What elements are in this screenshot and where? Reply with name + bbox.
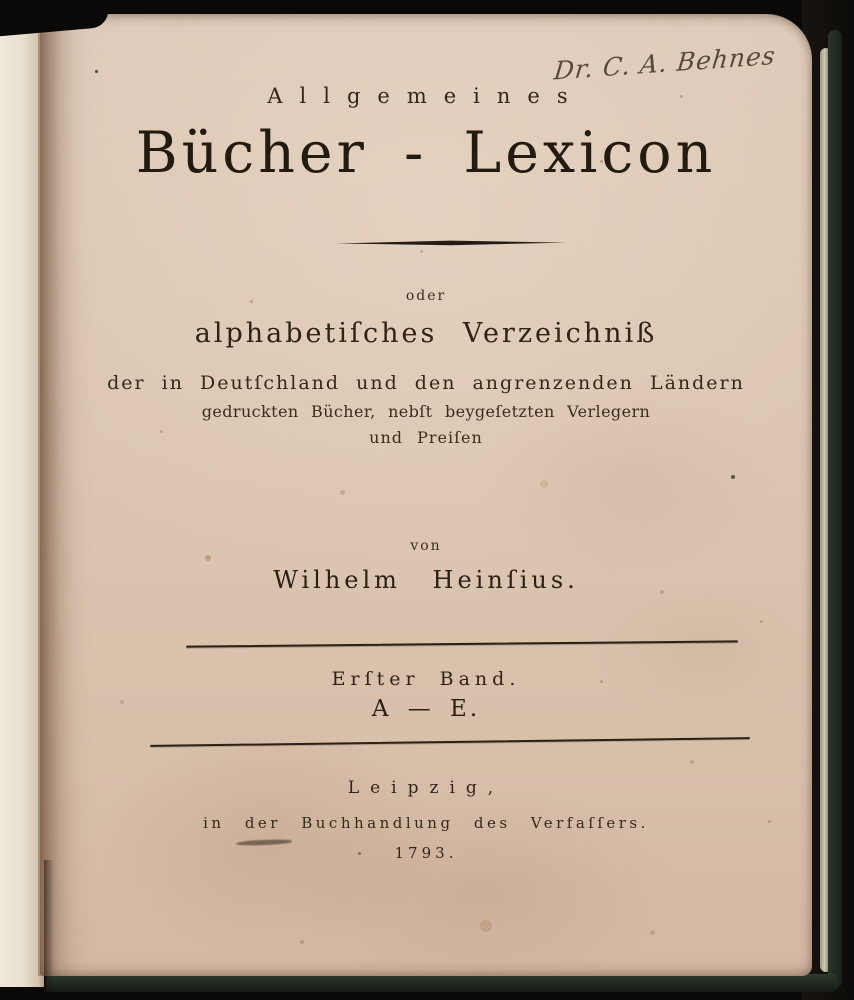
main-title: Bücher - Lexicon bbox=[135, 120, 717, 186]
bottom-left-crease bbox=[44, 860, 54, 992]
swelled-rule bbox=[336, 238, 566, 248]
owner-inscription: Dr. C. A. Behnes bbox=[552, 40, 778, 86]
connector-word: oder bbox=[405, 288, 447, 304]
ink-speck bbox=[420, 250, 423, 253]
author-name: Wilhelm Heinſius. bbox=[273, 566, 579, 594]
gutter-crease bbox=[38, 14, 60, 976]
ink-speck bbox=[480, 920, 492, 932]
ink-speck bbox=[120, 700, 124, 704]
ink-speck bbox=[690, 760, 694, 764]
book-cover-edge bbox=[828, 30, 842, 988]
subtitle-line2: der in Deutſchland und den angrenzenden Ländern bbox=[107, 372, 745, 394]
ink-speck bbox=[160, 430, 163, 433]
ink-speck bbox=[760, 620, 763, 623]
horizontal-rule-lower bbox=[150, 737, 750, 747]
ink-speck bbox=[95, 70, 98, 73]
title-page bbox=[40, 14, 812, 976]
ink-speck bbox=[340, 490, 345, 495]
subtitle-line3: gedruckten Bücher, nebſt beygeſetzten Verlegern bbox=[201, 402, 651, 421]
book-cover-bottom-edge bbox=[46, 974, 836, 992]
ink-speck bbox=[600, 680, 603, 683]
ink-speck bbox=[660, 590, 664, 594]
imprint-publisher: in der Buchhandlung des Verfaſſers. bbox=[203, 814, 649, 832]
ink-speck bbox=[540, 480, 548, 488]
volume-range: A — E. bbox=[371, 696, 481, 722]
imprint-city: Leipzig, bbox=[347, 778, 505, 798]
ink-speck bbox=[600, 160, 603, 163]
ink-speck bbox=[250, 300, 253, 303]
subtitle-line4: und Preiſen bbox=[369, 428, 483, 447]
subtitle: alphabetiſches Verzeichniß bbox=[194, 318, 658, 349]
horizontal-rule-upper bbox=[186, 640, 738, 647]
imprint-year: 1793. bbox=[394, 844, 458, 862]
ink-speck bbox=[205, 555, 211, 561]
ink-speck bbox=[300, 940, 304, 944]
ink-speck bbox=[358, 852, 361, 855]
ink-speck bbox=[650, 930, 655, 935]
ink-speck bbox=[731, 475, 735, 479]
volume-label: Erſter Band. bbox=[331, 668, 521, 690]
ink-speck bbox=[768, 820, 771, 823]
ink-speck bbox=[680, 95, 683, 98]
byline-prefix: von bbox=[410, 538, 442, 554]
series-title: Allgemeines bbox=[267, 84, 585, 108]
